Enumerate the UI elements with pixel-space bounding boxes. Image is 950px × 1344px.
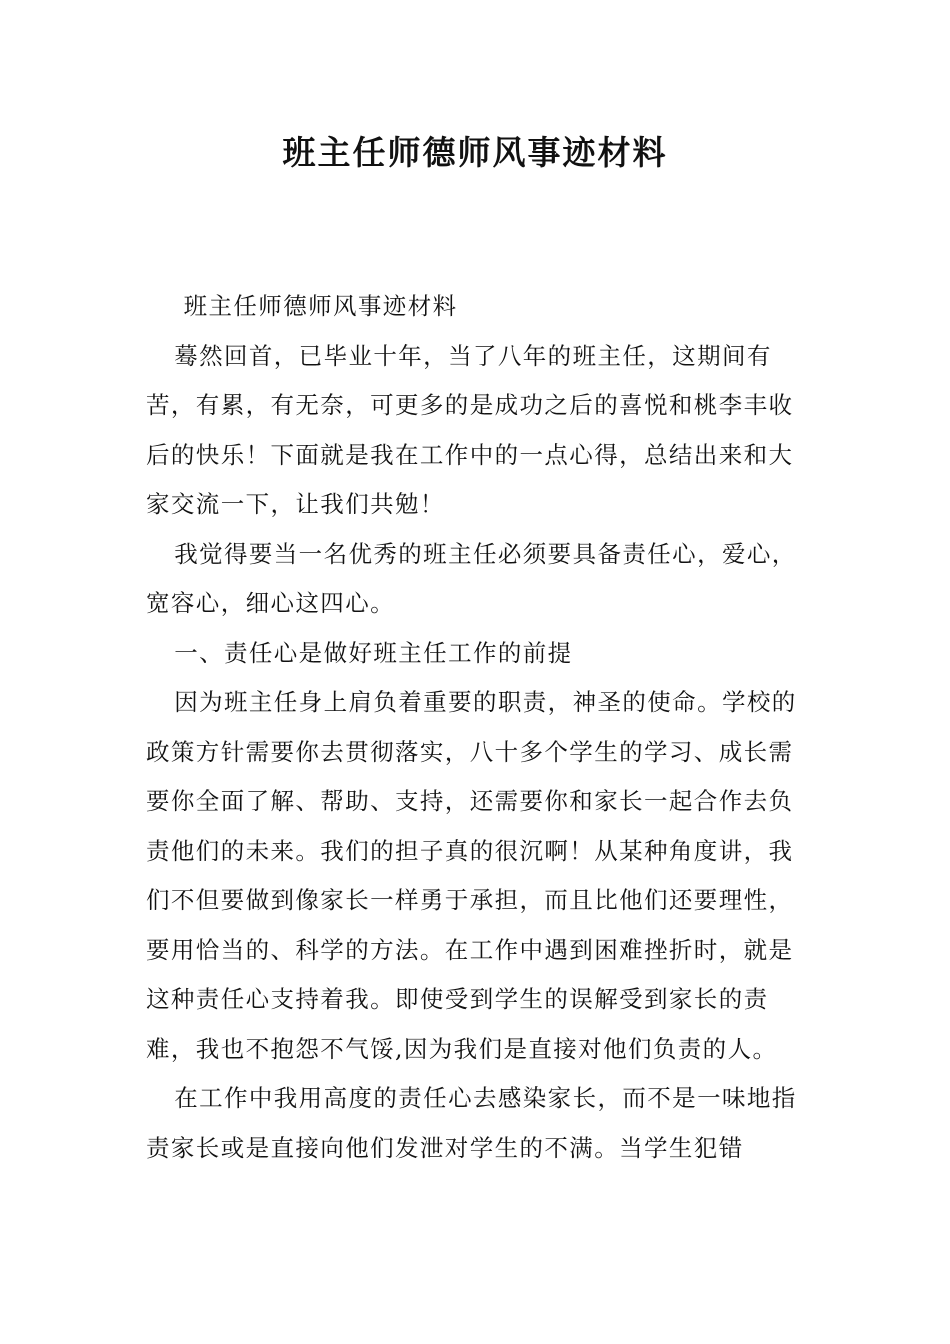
paragraph-four-hearts: 我觉得要当一名优秀的班主任必须要具备责任心，爱心，宽容心，细心这四心。 [146,539,797,617]
document-body [146,282,816,1173]
paragraph-intro: 蓦然回首，已毕业十年，当了八年的班主任，这期间有苦，有累，有无奈，可更多的是成功之后的喜悦和桃李丰收后的快乐！下面就是我在工作中的一点心得，总结出来和大家交流一下，让我们共勉！ [146,341,794,518]
paragraph-parents: 在工作中我用高度的责任心去感染家长，而不是一味地指责家长或是直接向他们发泄对学生的不满。当学生犯错 [146,1084,797,1162]
document-title: 班主任师德师风事迹材料 [282,133,668,172]
section-heading-responsibility: 一、责任心是做好班主任工作的前提 [174,638,573,667]
body-subtitle: 班主任师德师风事迹材料 [183,292,458,320]
paragraph-responsibility: 因为班主任身上肩负着重要的职责，神圣的使命。学校的政策方针需要你去贯彻落实，八十多个学生的学习、成长需要你全面了解、帮助、支持，还需要你和家长一起合作去负责他们的未来。我们的担子真的很沉啊！从某种角度讲，我们不但要做到像家长一样勇于承担，而且比他们还要理性，要用恰当的、科学的方法。在工作中遇到困难挫折时，就是这种责任心支持着我。即使受到学生的误解受到家长的责难，我也不抱怨不气馁,因为我们是直接对他们负责的人。 [146,688,797,1063]
